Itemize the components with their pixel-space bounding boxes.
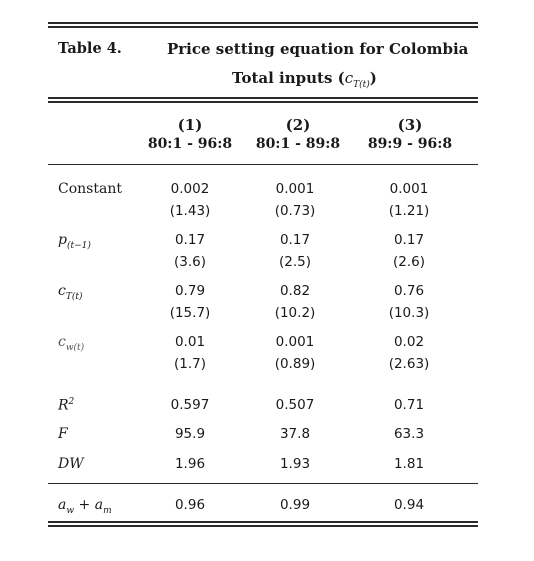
plus-sign: +	[74, 497, 95, 513]
constant-tstat-1: (1.43)	[169, 203, 211, 219]
am-subscript: m	[103, 505, 112, 516]
p-lag-coef-2: 0.17	[279, 232, 311, 248]
aw-am-value-1: 0.96	[174, 497, 206, 513]
c-total-coef-1: 0.79	[174, 283, 206, 299]
r-squared-value-1: 0.597	[170, 397, 210, 413]
r-squared-value-2: 0.507	[275, 397, 315, 413]
row-label-aw-am	[58, 497, 112, 516]
c-total-subscript: T(t)	[65, 291, 83, 302]
column-header-rule	[48, 164, 478, 165]
row-label-r-squared	[58, 397, 74, 414]
constant-tstat-3: (1.21)	[388, 203, 430, 219]
p-lag-subscript: (t−1)	[66, 240, 91, 251]
table-caption: Table 4.	[58, 40, 122, 57]
column-3-number: (3)	[397, 116, 423, 134]
p-lag-coef-1: 0.17	[174, 232, 206, 248]
dw-value-3: 1.81	[393, 456, 425, 472]
row-label-p-lag	[58, 232, 91, 251]
aw-am-value-3: 0.94	[393, 497, 425, 513]
c-total-tstat-3: (10.3)	[388, 305, 430, 321]
c-wage-coef-2: 0.001	[275, 334, 315, 350]
row-label-c-wage	[58, 334, 84, 353]
p-lag-tstat-3: (2.6)	[392, 254, 425, 270]
column-1-period: 80:1 - 96:8	[147, 136, 233, 152]
subtitle-text: Total inputs (	[232, 69, 345, 87]
c-total-coef-3: 0.76	[393, 283, 425, 299]
aw-am-value-2: 0.99	[279, 497, 311, 513]
r-squared-superscript: 2	[68, 397, 75, 407]
bottom-rule-2	[48, 525, 478, 527]
c-total-symbol: c	[58, 283, 66, 299]
c-wage-symbol: c	[58, 334, 66, 350]
p-lag-tstat-2: (2.5)	[278, 254, 311, 270]
c-wage-subscript: w(t)	[65, 342, 85, 353]
summary-rule	[48, 483, 478, 484]
column-header-1	[135, 116, 245, 152]
top-rule-1	[48, 22, 478, 24]
row-label-dw: DW	[58, 456, 84, 472]
column-2-number: (2)	[285, 116, 311, 134]
column-2-period: 80:1 - 89:8	[255, 136, 341, 152]
column-header-3	[355, 116, 465, 152]
subtitle-symbol: c	[344, 69, 354, 87]
top-rule-2	[48, 26, 478, 28]
dw-value-1: 1.96	[174, 456, 206, 472]
bottom-rule-1	[48, 521, 478, 523]
header-rule-2	[48, 101, 478, 103]
c-wage-coef-3: 0.02	[393, 334, 425, 350]
r-squared-value-3: 0.71	[393, 397, 425, 413]
c-wage-tstat-1: (1.7)	[173, 356, 206, 372]
column-header-2	[243, 116, 353, 152]
am-symbol: a	[94, 497, 104, 513]
c-wage-tstat-2: (0.89)	[274, 356, 316, 372]
row-label-f: F	[58, 426, 68, 442]
p-lag-tstat-1: (3.6)	[173, 254, 206, 270]
constant-coef-3: 0.001	[389, 181, 429, 197]
dw-value-2: 1.93	[279, 456, 311, 472]
r-squared-symbol: R	[58, 397, 69, 414]
row-label-c-total	[58, 283, 83, 302]
subtitle-close: )	[369, 69, 377, 87]
constant-coef-1: 0.002	[170, 181, 210, 197]
aw-symbol: a	[58, 497, 67, 513]
subtitle-subscript: T(t)	[353, 80, 370, 90]
aw-subscript: w	[66, 505, 75, 516]
f-value-2: 37.8	[279, 426, 311, 442]
column-1-number: (1)	[177, 116, 203, 134]
row-label-constant: Constant	[58, 181, 122, 197]
f-value-3: 63.3	[393, 426, 425, 442]
column-3-period: 89:9 - 96:8	[367, 136, 453, 152]
f-value-1: 95.9	[174, 426, 206, 442]
p-lag-coef-3: 0.17	[393, 232, 425, 248]
header-rule-1	[48, 97, 478, 99]
table-title: Price setting equation for Colombia	[167, 40, 469, 58]
constant-coef-2: 0.001	[275, 181, 315, 197]
p-lag-symbol: p	[58, 232, 67, 248]
c-total-tstat-1: (15.7)	[169, 305, 211, 321]
c-total-coef-2: 0.82	[279, 283, 311, 299]
c-wage-tstat-3: (2.63)	[388, 356, 430, 372]
c-total-tstat-2: (10.2)	[274, 305, 316, 321]
c-wage-coef-1: 0.01	[174, 334, 206, 350]
table-subtitle	[232, 69, 377, 90]
constant-tstat-2: (0.73)	[274, 203, 316, 219]
